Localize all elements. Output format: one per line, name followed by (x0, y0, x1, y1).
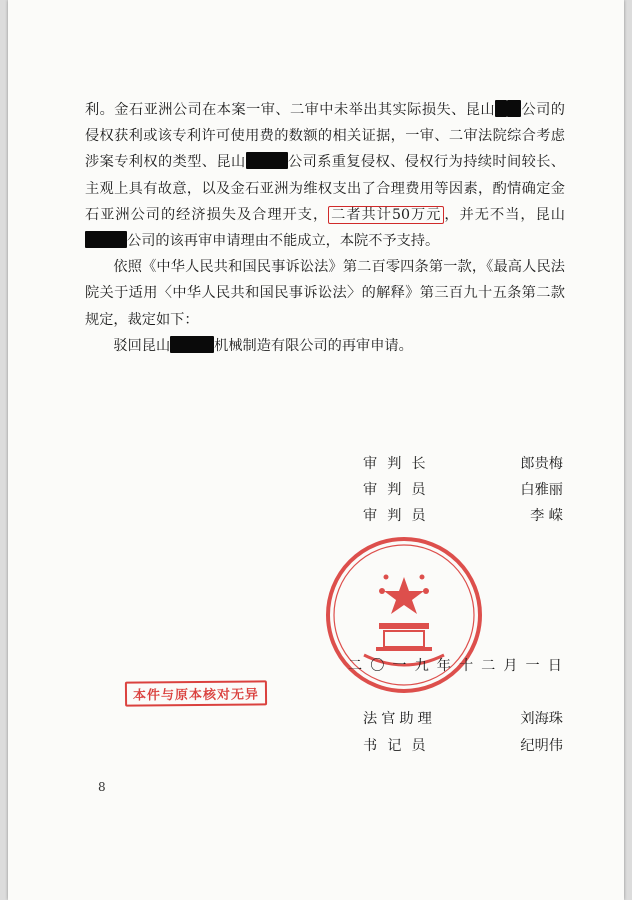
judge-row (363, 505, 563, 531)
judge-role: 审判员 (363, 482, 436, 498)
judge-name: 白雅丽 (520, 482, 563, 498)
judge-name: 李 嵘 (530, 508, 563, 524)
judge-panel (363, 453, 563, 531)
judge-row (363, 453, 563, 479)
staff-role: 法官助理 (363, 711, 436, 727)
staff-role: 书记员 (363, 738, 436, 754)
staff-name: 刘海珠 (520, 711, 563, 727)
paragraph-reasoning: 利。金石亚洲公司在本案一审、二审中未举出其实际损失、昆山 公司的侵权获利或该专利许可使用费的数额的相关证据，一审、二审法院综合考虑涉案专利权的类型、昆山 公司系重复侵权、侵权行为持续时间较长、主观上具有故意，以及金石亚洲为维权支出了合理费用等因素，酌情确定金石亚洲公司的经济损失及合理开支， 二者共计50万元 ，并无不当，昆山公司的该再审申请理由不能成立，本院不予支持。 (85, 102, 565, 250)
judge-role: 审判员 (363, 508, 436, 524)
paragraph-legal-basis: 依照《中华人民共和国民事诉讼法》第二百零四条第一款，《最高人民法院关于适用〈中华人民共和国民事诉讼法〉的解释》第三百九十五条第二款规定，裁定如下： (85, 259, 565, 328)
judge-row (363, 479, 563, 505)
judge-role: 审判长 (363, 456, 436, 472)
staff-row (363, 735, 563, 762)
redaction-block (507, 100, 521, 117)
redaction-block (85, 231, 127, 248)
verification-stamp: 本件与原本核对无异 (125, 680, 267, 706)
clerk-panel (363, 708, 563, 762)
bleed-through-text (68, 365, 588, 388)
staff-row (363, 708, 563, 735)
staff-name: 纪明伟 (520, 738, 563, 754)
ruling-date: 二〇一九年十二月一日 (348, 658, 570, 674)
paragraph-ruling: 驳回昆山 机械制造有限公司的再审申请。 (113, 337, 413, 354)
redaction-block (170, 336, 214, 353)
judge-name: 郎贵梅 (520, 456, 563, 472)
redaction-block (495, 100, 507, 117)
redaction-block (246, 152, 288, 169)
highlighted-amount: 二者共计50万元 (328, 206, 444, 224)
ruling-body (85, 97, 565, 359)
page-number: 8 (98, 780, 106, 794)
document-page (8, 0, 624, 900)
